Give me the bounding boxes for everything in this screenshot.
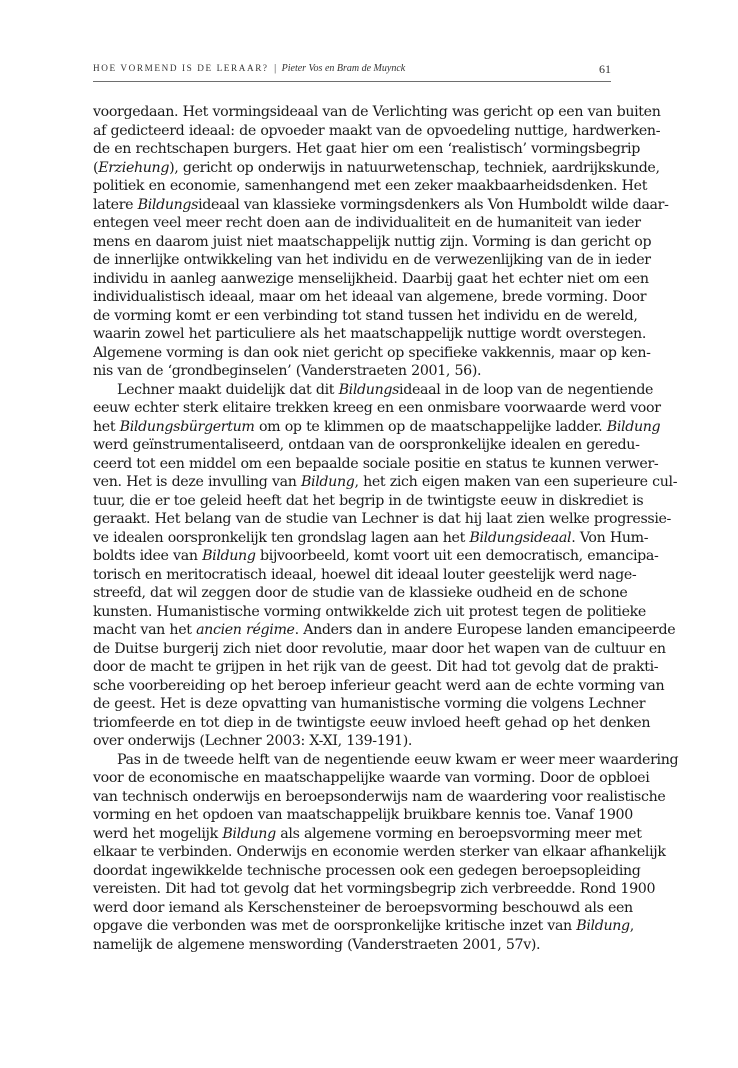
text-line [93,547,659,566]
italic-term: ancien régime [196,622,295,638]
text-run: vorming en het opdoen van maatschappelijk bruikbare kennis toe. Vanaf 1900 [93,807,633,823]
text-run: eeuw echter sterk elitaire trekken kreeg en een onmisbare voorwaarde werd voor [93,400,661,416]
text-line [93,695,646,714]
text-run: bijvoorbeeld, komt voort uit een democratisch, emancipa- [255,548,659,564]
text-line [93,640,666,659]
text-line [93,566,637,585]
running-head [93,63,611,77]
text-run: de Duitse burgerij zich niet door revolutie, maar door het wapen van de cultuur en [93,640,666,657]
text-line [93,196,669,215]
text-run: triomfeerde en tot diep in de twintigste eeuw invloed heeft gehad op het denken [93,714,651,731]
text-run: doordat ingewikkelde technische processen ook een gedegen beroepsopleiding [93,862,641,879]
running-head-authors: Pieter Vos en Bram de Muynck [281,63,406,74]
text-run: als algemene vorming en beroepsvorming meer met [275,825,642,842]
text-run: boldts idee van [93,548,203,564]
text-line [93,714,651,733]
text-line [93,381,654,400]
text-line [93,362,611,381]
text-line [93,658,659,677]
italic-term: Bildung [576,918,630,934]
text-run: latere [93,196,138,213]
text-line [93,251,651,270]
text-line [93,159,660,178]
text-run: geraakt. Het belang van de studie van Lechner is dat hij laat zien welke progressie- [93,511,671,527]
italic-term: Bildungsideaal [469,529,572,546]
text-line [93,177,648,196]
text-run: voor de economische en maatschappelijke waarde van vorming. Door de opbloei [93,770,650,786]
italic-term: Bildung [300,474,355,490]
italic-term: Bildung [222,825,276,842]
text-run: politiek en economie, samenhangend met een zeker maakbaarheidsdenken. Het [93,178,648,194]
text-line [93,917,634,936]
text-run: macht van het [93,622,197,638]
text-run: de vorming komt er een verbinding tot stand tussen het individu en de wereld, [93,307,638,324]
text-run: , [629,918,634,934]
text-run: de innerlijke ontwikkeling van het individu en de verwezenlijking van de in ieder [93,252,651,268]
text-line [93,103,661,122]
italic-term: Bildungs [338,381,400,398]
text-run: werd het mogelijk [93,825,223,842]
body-text [93,103,679,954]
text-line [93,603,646,622]
text-line [93,325,646,344]
text-run: kunsten. Humanistische vorming ontwikkelde zich uit protest tegen de politieke [93,603,646,620]
text-run: over onderwijs (Lechner 2003: X-XI, 139-191). [93,733,413,749]
text-run: sche voorbereiding op het beroep inferieur geacht werd aan de echte vorming van [93,677,665,694]
paragraph [93,103,669,381]
text-line [93,862,641,881]
text-run: mens en daarom juist niet maatschappelijk nuttig zijn. Vorming is dan gericht op [93,233,652,250]
text-line [93,214,641,233]
text-line [93,418,661,437]
text-run: ve idealen oorspronkelijk ten grondslag lagen aan het [93,529,470,546]
text-line [93,436,640,455]
italic-term: Erziehung [98,159,170,176]
text-line [93,732,611,751]
text-run: het [93,418,120,435]
text-line [93,140,640,159]
text-run: ideaal in de loop van de negentiende [399,381,654,398]
text-run: de en rechtschapen burgers. Het gaat hier om een ‘realistisch’ vormingsbegrip [93,141,640,157]
text-run: vereisten. Dit had tot gevolg dat het vormingsbegrip zich verbreedde. Rond 1900 [93,881,656,897]
paragraph [93,751,679,955]
page-number: 61 [599,62,611,76]
text-line [93,825,642,844]
text-line [93,307,638,326]
text-run: entegen veel meer recht doen aan de individualiteit en de humaniteit van ieder [93,215,641,231]
italic-term: Bildungsbürgertum [119,418,255,435]
text-line [93,399,661,418]
text-run: door de macht te grijpen in het rijk van de geest. Dit had tot gevolg dat de prakti- [93,659,659,675]
text-run: de geest. Het is deze opvatting van humanistische vorming die volgens Lechner [93,696,646,712]
text-line [93,122,661,141]
text-line [93,899,633,918]
text-line [93,621,676,640]
italic-term: Bildung [202,548,256,564]
text-run: Pas in de tweede helft van de negentiende eeuw kwam er weer meer waardering [117,751,679,768]
text-run: ), gericht op onderwijs in natuurwetenschap, techniek, aardrijkskunde, [169,159,660,176]
text-line [93,455,659,474]
text-run: . Anders dan in andere Europese landen emancipeerde [294,622,676,638]
text-run: nis van de ‘grondbeginselen’ (Vanderstraeten 2001, 56). [93,363,482,379]
text-run: ceerd tot een middel om een bepaalde sociale positie en status te kunnen verwer- [93,455,659,472]
text-run: torisch en meritocratisch ideaal, hoewel dit ideaal louter geestelijk werd nage- [93,566,637,583]
text-run: individu in aanleg aanwezige menselijkheid. Daarbij gaat het echter niet om een [93,270,649,287]
text-line [93,233,652,252]
text-run: ven. Het is deze invulling van [93,474,301,490]
text-run: namelijk de algemene menswording (Vanderstraeten 2001, 57v). [93,936,541,953]
text-run: Algemene vorming is dan ook niet gericht op specifieke vakkennis, maar op ken- [93,344,651,361]
text-line [93,288,647,307]
text-run: af gedicteerd ideaal: de opvoeder maakt van de opvoedeling nuttige, hardwerken- [93,122,661,139]
text-run: werd geïnstrumentaliseerd, ontdaan van de oorspronkelijke idealen en geredu- [93,437,640,453]
text-line [93,880,656,899]
italic-term: Bildungs [137,196,199,213]
text-line [93,473,678,492]
text-line [93,344,651,363]
text-run: elkaar te verbinden. Onderwijs en economie werden sterker van elkaar afhankelijk [93,844,666,860]
text-line [93,769,650,788]
text-line [93,806,633,825]
italic-term: Bildung [606,418,661,435]
header-rule [93,81,611,82]
text-line [93,492,644,511]
text-run: werd door iemand als Kerschensteiner de beroepsvorming beschouwd als een [93,899,633,916]
text-line [93,510,671,529]
text-run: tuur, die er toe geleid heeft dat het begrip in de twintigste eeuw in diskrediet is [93,492,644,509]
text-run: waarin zowel het particuliere als het maatschappelijk nuttige wordt overstegen. [93,326,646,342]
text-line [93,936,611,955]
paragraph [93,381,678,751]
text-run: individualistisch ideaal, maar om het ideaal van algemene, brede vorming. Door [93,289,647,305]
text-line [93,843,666,862]
text-line [93,788,666,807]
running-head-title: HOE VORMEND IS DE LERAAR? [93,63,269,73]
text-line [93,270,649,289]
text-run: ( [93,159,99,176]
text-line [93,529,649,548]
text-run: van technisch onderwijs en beroepsonderwijs nam de waardering voor realistische [93,788,666,805]
text-run: ideaal van klassieke vormingsdenkers als Von Humboldt wilde daar- [198,196,669,213]
text-run: , het zich eigen maken van een superieure cul- [354,474,678,490]
text-run: voorgedaan. Het vormingsideaal van de Verlichting was gericht op een van buiten [93,104,661,120]
text-run: streefd, dat wil zeggen door de studie van de klassieke oudheid en de schone [93,585,628,601]
text-run: om op te klimmen op de maatschappelijke ladder. [254,418,607,435]
text-line [93,677,665,696]
text-run: . Von Hum- [571,529,649,546]
text-run: opgave die verbonden was met de oorspronkelijke kritische inzet van [93,918,577,934]
running-head-separator: | [274,63,277,74]
text-run: Lechner maakt duidelijk dat dit [117,381,339,398]
text-line [93,584,628,603]
text-line [93,751,679,770]
